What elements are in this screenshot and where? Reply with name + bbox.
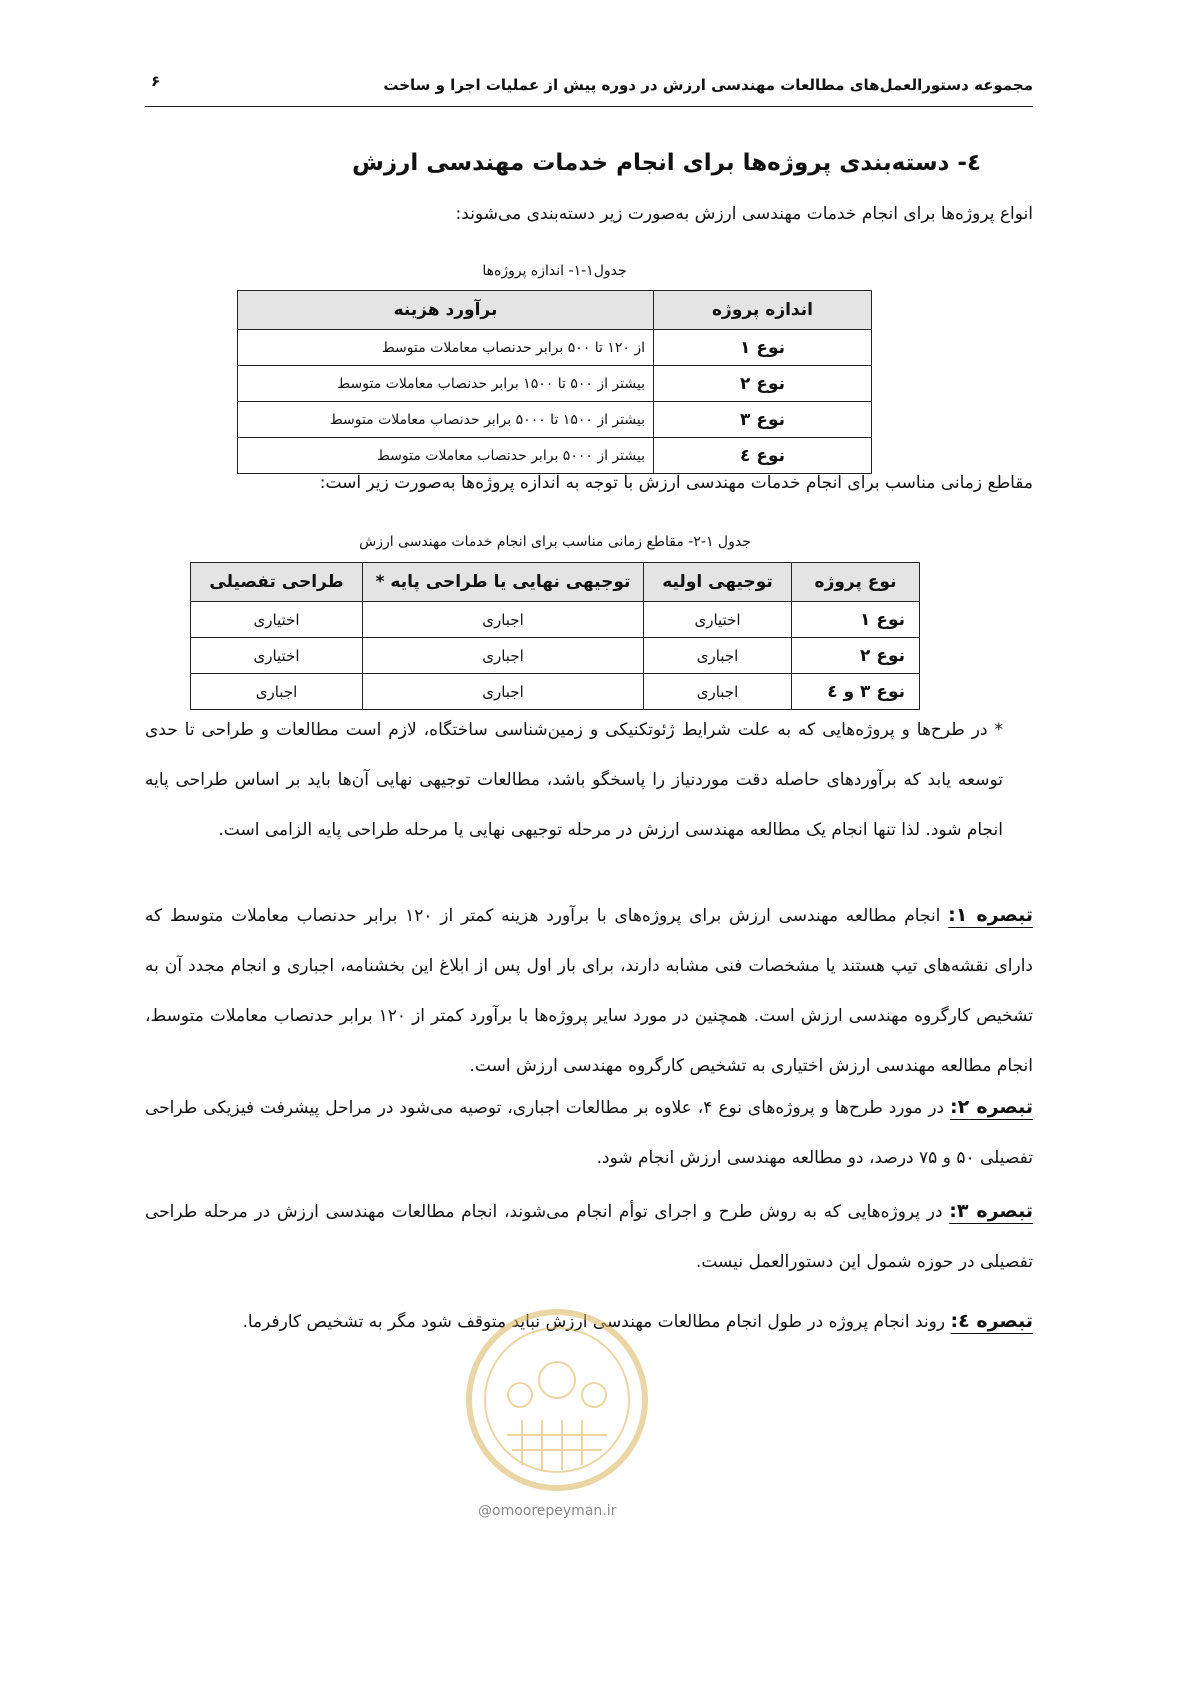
table-cell: اختیاری bbox=[644, 602, 792, 638]
table-cell: اختیاری bbox=[191, 638, 363, 674]
table-cell: اجباری bbox=[644, 674, 792, 710]
table-footnote: * در طرح‌ها و پروژه‌هایی که به علت شرایط ژئوتکنیکی و زمین‌شناسی ساختگاه، لازم است مطالعات و طراحی تا حدی توسعه یابد که برآوردهای حاصله دقت موردنیاز را پاسخگو باشد، مطالعات توجیهی نهایی آن‌ها باید بر اساس طراحی پایه انجام شود. لذا تنها انجام یک مطالعه مهندسی ارزش در مرحله توجیهی نهایی یا مرحله طراحی پایه الزامی است. bbox=[145, 720, 1003, 840]
table-cell: نوع ۲ bbox=[792, 638, 920, 674]
note-1 bbox=[145, 890, 1033, 1091]
table-header-cell: نوع پروژه bbox=[792, 563, 920, 602]
table-cell: اجباری bbox=[363, 638, 644, 674]
timing-table bbox=[190, 562, 920, 710]
table-header-cell: توجیهی نهایی یا طراحی پایه * bbox=[363, 563, 644, 602]
table2-caption: جدول ۱-۲- مقاطع زمانی مناسب برای انجام خدمات مهندسی ارزش bbox=[359, 534, 751, 550]
table-header-row bbox=[238, 291, 872, 330]
note-text: در مورد طرح‌ها و پروژه‌های نوع ۴، علاوه بر مطالعات اجباری، توصیه می‌شود در مراحل پیشرفت فیزیکی طراحی تفصیلی ۵۰ و ۷۵ درصد، دو مطالعه مهندسی ارزش انجام شود. bbox=[145, 1098, 1033, 1168]
note-label: تبصره ۳: bbox=[949, 1200, 1033, 1222]
note-label: تبصره ۱: bbox=[948, 904, 1033, 926]
table-cell: اجباری bbox=[644, 638, 792, 674]
table-cell: نوع ٤ bbox=[654, 438, 872, 474]
project-size-table bbox=[237, 290, 872, 474]
watermark-text: @omoorepeyman.ir bbox=[478, 1503, 617, 1519]
page-number: ۶ bbox=[151, 72, 161, 90]
table-cell: اختیاری bbox=[191, 602, 363, 638]
table-cell: نوع ۱ bbox=[792, 602, 920, 638]
page-header bbox=[145, 70, 1033, 107]
table-header-cell: توجیهی اولیه bbox=[644, 563, 792, 602]
table-row bbox=[191, 638, 920, 674]
table-cell: نوع ۱ bbox=[654, 330, 872, 366]
table-row bbox=[238, 330, 872, 366]
table-header-cell: طراحی تفصیلی bbox=[191, 563, 363, 602]
section-title: ٤- دسته‌بندی پروژه‌ها برای انجام خدمات مهندسی ارزش bbox=[352, 150, 981, 176]
note-text: انجام مطالعه مهندسی ارزش برای پروژه‌های با برآورد هزینه کمتر از ۱۲۰ برابر حدنصاب معاملات متوسط که دارای نقشه‌های تیپ هستند یا مشخصات فنی مشابه دارند، برای بار اول پس از ابلاغ این بخشنامه، اجباری و انجام مجدد آن به تشخیص کارگروه مهندسی ارزش است. همچنین در مورد سایر پروژه‌ها با برآورد کمتر از ۱۲۰ برابر حدنصاب معاملات متوسط، انجام مطالعه مهندسی ارزش اختیاری به تشخیص کارگروه مهندسی ارزش است. bbox=[145, 906, 1033, 1076]
table-cell: اجباری bbox=[191, 674, 363, 710]
table1-caption: جدول۱-۱- اندازه پروژه‌ها bbox=[482, 263, 627, 279]
table-cell: اجباری bbox=[363, 602, 644, 638]
note-2 bbox=[145, 1082, 1033, 1183]
header-title: مجموعه دستورالعمل‌های مطالعات مهندسی ارزش در دوره پیش از عملیات اجرا و ساخت bbox=[383, 76, 1033, 94]
note-text: در پروژه‌هایی که به روش طرح و اجرای توأم انجام می‌شوند، انجام مطالعات مهندسی ارزش در مرحله طراحی تفصیلی در حوزه شمول این دستورالعمل نیست. bbox=[145, 1202, 1033, 1272]
table-cell: بیشتر از ۵۰۰ تا ۱۵۰۰ برابر حدنصاب معاملات متوسط bbox=[238, 366, 654, 402]
table-header-cell: اندازه پروژه bbox=[654, 291, 872, 330]
table-cell: نوع ۳ و ٤ bbox=[792, 674, 920, 710]
note-text: روند انجام پروژه در طول انجام مطالعات مهندسی ارزش نباید متوقف شود مگر به تشخیص کارفرما. bbox=[242, 1312, 951, 1332]
table-row bbox=[191, 602, 920, 638]
table-cell: نوع ۲ bbox=[654, 366, 872, 402]
table-cell: بیشتر از ۵۰۰۰ برابر حدنصاب معاملات متوسط bbox=[238, 438, 654, 474]
intro-paragraph: انواع پروژه‌ها برای انجام خدمات مهندسی ارزش به‌صورت زیر دسته‌بندی می‌شوند: bbox=[455, 204, 1033, 224]
note-3 bbox=[145, 1186, 1033, 1287]
between-paragraph: مقاطع زمانی مناسب برای انجام خدمات مهندسی ارزش با توجه به اندازه پروژه‌ها به‌صورت زیر است: bbox=[319, 473, 1033, 493]
table-cell: بیشتر از ۱۵۰۰ تا ۵۰۰۰ برابر حدنصاب معاملات متوسط bbox=[238, 402, 654, 438]
note-label: تبصره ۲: bbox=[950, 1096, 1034, 1118]
table-header-row bbox=[191, 563, 920, 602]
table-header-cell: برآورد هزینه bbox=[238, 291, 654, 330]
watermark-seal-icon bbox=[462, 1305, 652, 1495]
note-label: تبصره ٤: bbox=[950, 1310, 1033, 1332]
table-cell: اجباری bbox=[363, 674, 644, 710]
table-row bbox=[238, 402, 872, 438]
table-cell: نوع ۳ bbox=[654, 402, 872, 438]
table-row bbox=[238, 366, 872, 402]
table-cell: از ۱۲۰ تا ۵۰۰ برابر حدنصاب معاملات متوسط bbox=[238, 330, 654, 366]
